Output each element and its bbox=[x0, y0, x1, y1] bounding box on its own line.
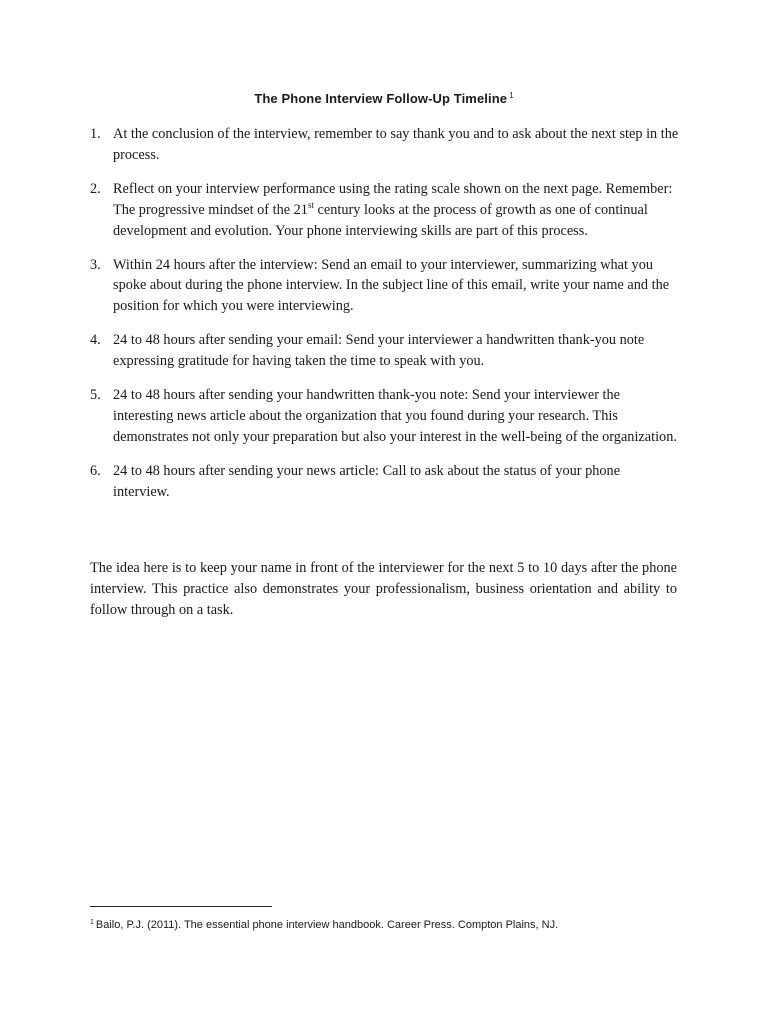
list-item bbox=[90, 330, 680, 372]
step-number: 6. bbox=[90, 462, 101, 479]
step-number: 1. bbox=[90, 126, 101, 142]
footnote bbox=[90, 916, 690, 932]
footnote-marker: 1 bbox=[90, 919, 94, 926]
page-title bbox=[0, 91, 768, 106]
ordinal-suffix: st bbox=[307, 199, 314, 210]
timeline-steps-list bbox=[90, 124, 680, 516]
title-footnote-marker: 1 bbox=[509, 91, 514, 100]
closing-paragraph: The idea here is to keep your name in front of the interviewer for the next 5 to 10 days after the phone interview. This practice also demonstrates your professionalism, business orientation and ability to follow through on a task. bbox=[90, 560, 677, 618]
step-number: 3. bbox=[90, 256, 101, 273]
list-item bbox=[90, 124, 680, 166]
step-text-part: Reflect on your interview performance using the rating scale shown on the next page. Remember: The progressive mindset of the 21 bbox=[113, 180, 673, 218]
step-text bbox=[113, 179, 680, 242]
step-text-part: century looks at the process of growth as one of continual development and evolution. Your phone interviewing skills are part of this process. bbox=[113, 201, 648, 239]
list-item bbox=[90, 385, 680, 448]
list-item bbox=[90, 461, 680, 503]
step-text: 24 to 48 hours after sending your news article: Call to ask about the status of your phone interview. bbox=[113, 462, 621, 500]
footnote-text: Bailo, P.J. (2011). The essential phone interview handbook. Career Press. Compton Plains, NJ. bbox=[95, 919, 559, 931]
step-text: 24 to 48 hours after sending your handwritten thank-you note: Send your interviewer the interesting news article about the organization that you found during your research. This demonstrates not only your preparation but also your interest in the well-being of the organization. bbox=[113, 387, 677, 445]
list-item bbox=[90, 255, 680, 318]
step-number: 2. bbox=[90, 180, 101, 197]
title-text: The Phone Interview Follow-Up Timeline bbox=[254, 91, 508, 106]
step-text: At the conclusion of the interview, remember to say thank you and to ask about the next step in the process. bbox=[113, 126, 679, 163]
step-text: 24 to 48 hours after sending your email: Send your interviewer a handwritten thank-you note expressing gratitude for having taken the time to speak with you. bbox=[113, 332, 645, 370]
footnote-divider bbox=[90, 906, 272, 907]
step-number: 4. bbox=[90, 332, 101, 349]
step-number: 5. bbox=[90, 387, 101, 404]
step-text: Within 24 hours after the interview: Send an email to your interviewer, summarizing what you spoke about during the phone interview. In the subject line of this email, write your name and the position for which you were interviewing. bbox=[113, 256, 670, 315]
list-item bbox=[90, 179, 680, 242]
